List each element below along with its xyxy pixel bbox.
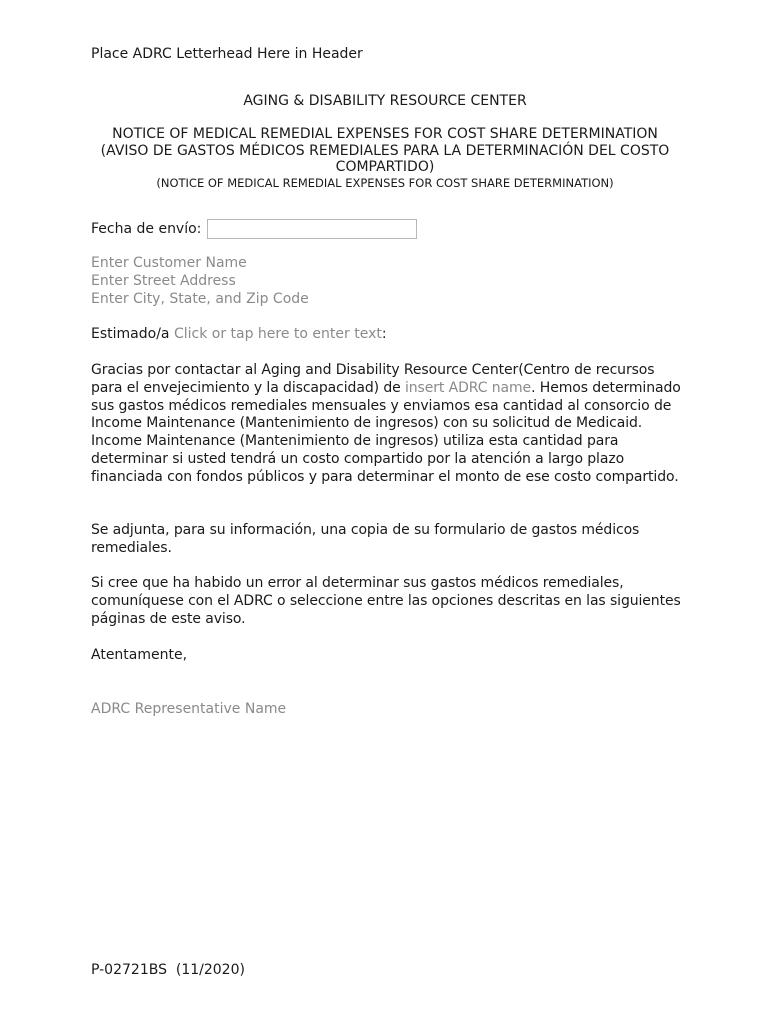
salutation-name-field[interactable]: Click or tap here to enter text [173,326,382,342]
salutation-prefix: Estimado/a [91,326,170,342]
notice-title-line: (AVISO DE GASTOS MÉDICOS REMEDIALES PARA LA DETERMINACIÓN DEL COSTO [100,142,670,159]
paragraph-attachment: Se adjunta, para su información, una copia de su formulario de gastos médicos remediales. [91,522,640,556]
paragraph-intro-start: Gracias por contactar al Aging and Disability Resource Center(Centro de recursos para el envejecimiento y la discapacidad) de [91,362,655,396]
paragraph-intro-end: . Hemos determinado sus gastos médicos remediales mensuales y enviamos esa cantidad al consorcio de Income Maintenance (Mantenimiento de ingresos) con su solicitud de Medicaid. Income Maintenance (Mantenimiento de ingresos) utiliza esta cantidad para determinar si usted tendrá un costo compartido por la atención a largo plazo financiada con fondos públicos y para determinar el monto de ese costo compartido. [91,379,681,485]
city-state-zip-field[interactable]: Enter City, State, and Zip Code [91,291,309,307]
notice-subtitle: (NOTICE OF MEDICAL REMEDIAL EXPENSES FOR COST SHARE DETERMINATION) [156,176,614,190]
organization-title: AGING & DISABILITY RESOURCE CENTER [243,93,527,109]
customer-name-field[interactable]: Enter Customer Name [91,255,247,271]
recipient-address [91,254,309,308]
notice-title [91,126,679,176]
adrc-name-field[interactable]: insert ADRC name [404,379,532,396]
salutation-suffix: : [381,326,387,342]
notice-title-line: COMPARTIDO) [335,159,435,175]
paragraph-error: Si cree que ha habido un error al determinar sus gastos médicos remediales, comuníquese con el ADRC o seleccione entre las opciones descritas en las siguientes páginas de este aviso. [91,575,681,627]
representative-name-field[interactable]: ADRC Representative Name [91,701,287,717]
date-row [91,219,417,239]
salutation [91,326,387,342]
letterhead-placeholder: Place ADRC Letterhead Here in Header [91,46,363,62]
date-input[interactable] [207,219,417,239]
street-address-field[interactable]: Enter Street Address [91,273,236,289]
paragraph-intro [91,362,683,487]
date-label: Fecha de envío: [91,221,202,237]
form-id: P-02721BS (11/2020) [91,962,245,978]
closing: Atentamente, [91,647,188,663]
notice-title-line: NOTICE OF MEDICAL REMEDIAL EXPENSES FOR COST SHARE DETERMINATION [112,126,658,142]
